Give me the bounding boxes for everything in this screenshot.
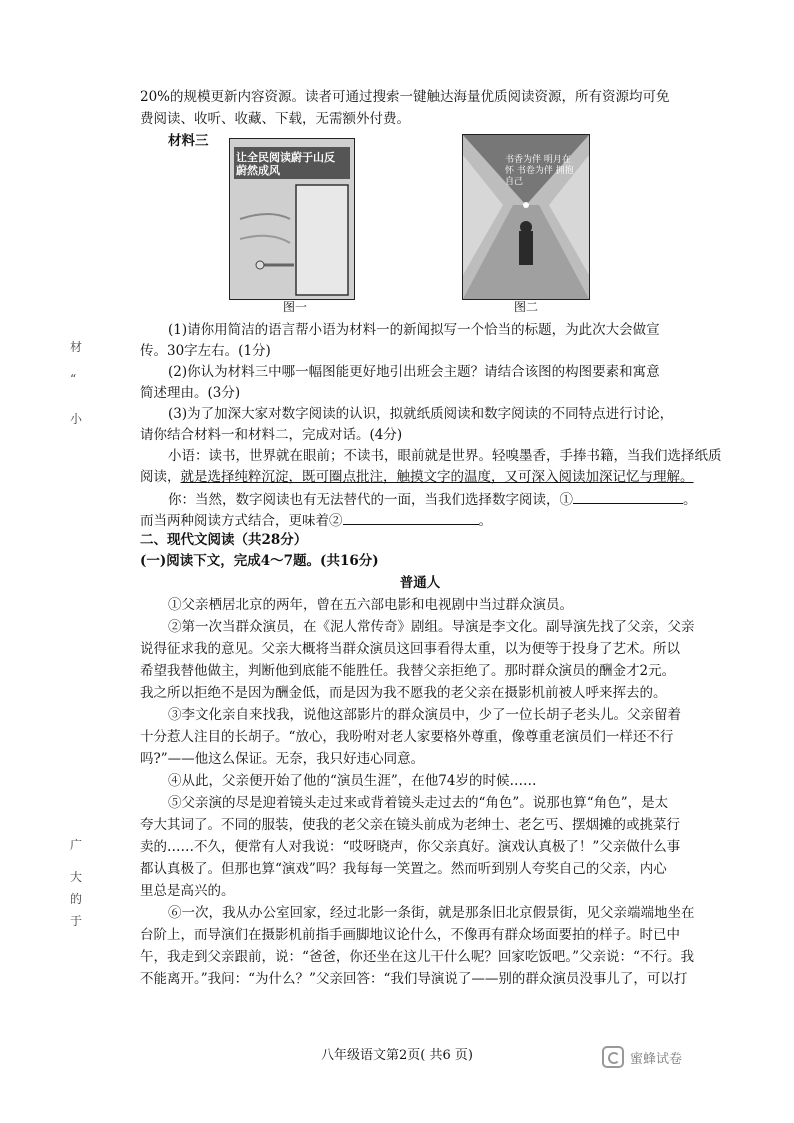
section-2-subtitle: (一)阅读下文，完成4～7题。(共16分) (140, 553, 379, 569)
question-1: (1)请你用简洁的语言帮小语为材料一的新闻拟写一个恰当的标题，为此次大会做宣 (168, 322, 660, 338)
dialogue-you-end-2: 。 (478, 513, 492, 529)
article-title: 普通人 (399, 575, 441, 591)
text-line: 费阅读、收听、收藏、下载，无需额外付费。 (140, 111, 410, 127)
paragraph-3-line: 十分惹人注目的长胡子。“放心，我吩咐对老人家要格外尊重，像尊重老演员们一样还不行 (140, 729, 674, 745)
margin-fragment: 大 (70, 870, 83, 884)
dialogue-xiaoyu-cont (140, 468, 700, 487)
dialogue-you-text-2: 而当两种阅读方式结合，更味着② (140, 513, 343, 529)
paragraph-5-line: 都认真极了。但那也算“演戏”吗？我每每一笑置之。然而听到别人夸奖自己的父亲，内心 (140, 861, 667, 877)
figure-1-caption: 图一 (282, 300, 307, 314)
dialogue-xiaoyu-prefix: 阅读， (140, 469, 181, 485)
paragraph-6-line: 不能离开。”我问：“为什么？”父亲回答：“我们导演说了——别的群众演员没事儿了，可以打 (140, 971, 688, 987)
dialogue-xiaoyu: 小语：读书，世界就在眼前；不读书，眼前就是世界。轻嗅墨香，手捧书籍，当我们选择纸质 (168, 448, 722, 464)
paragraph-2: ②第一次当群众演员，在《泥人常传奇》剧组。导演是李文化。副导演先找了父亲，父亲 (168, 619, 695, 635)
question-1-cont: 传。30字左右。(1分) (140, 343, 271, 359)
figure-2-caption: 图二 (513, 300, 538, 314)
question-3-cont: 请你结合材料一和材料二，完成对话。(4分) (140, 427, 403, 443)
margin-fragment: “ (70, 372, 77, 386)
figure-2-image (462, 134, 590, 300)
paragraph-6-line: 台阶上，而导演们在摄影机前指手画脚地议论什么，不像再有群众场面要拍的样子。时已中 (140, 927, 680, 943)
paragraph-4: ④从此，父亲便开始了他的“演员生涯”，在他74岁的时候…… (168, 773, 537, 789)
dialogue-you-end: 。 (683, 492, 697, 508)
bee-logo-icon (602, 1046, 624, 1068)
page-footer: 八年级语文第2页( 共6 页) (321, 1048, 473, 1063)
dialogue-xiaoyu-underlined: 就是选择纯粹沉淀，既可圈点批注，触摸文字的温度，又可深入阅读加深记忆与理解。 (180, 469, 694, 485)
watermark-text: 蜜蜂试卷 (630, 1051, 683, 1067)
margin-fragment: 于 (70, 914, 83, 928)
figure-1-text: 让全民阅读蔚于山反 蔚然成风 (236, 151, 335, 177)
paragraph-5: ⑤父亲演的尽是迎着镜头走过来或背着镜头走过去的“角色”。说那也算“角色”，是太 (168, 795, 669, 811)
material3-label: 材料三 (168, 133, 209, 149)
paragraph-1: ①父亲栖居北京的两年，曾在五六部电影和电视剧中当过群众演员。 (168, 597, 573, 613)
question-3: (3)为了加深大家对数字阅读的认识，拟就纸质阅读和数字阅读的不同特点进行讨论， (168, 406, 674, 422)
dialogue-you-cont (140, 510, 700, 531)
text-line: 20%的规模更新内容资源。读者可通过搜索一键触达海量优质阅读资源，所有资源均可免 (140, 89, 670, 105)
dialogue-you (168, 489, 728, 510)
paragraph-3: ③李文化亲自来找我，说他这部影片的群众演员中，少了一位长胡子老头儿。父亲留着 (168, 707, 681, 723)
paragraph-3-line: 吗?”——他这么保证。无奈，我只好违心同意。 (140, 751, 425, 767)
paragraph-6-line: 午，我走到父亲跟前，说：“爸爸，你还坐在这儿干什么呢？回家吃饭吧。”父亲说：“不行。我 (140, 949, 694, 965)
paragraph-5-line: 夸大其词了。不同的服装，使我的老父亲在镜头前成为老绅士、老乞丐、摆烟摊的或挑菜行 (140, 817, 680, 833)
paragraph-5-line: 里总是高兴的。 (140, 883, 235, 899)
margin-fragment: 小 (70, 412, 83, 426)
question-2-cont: 简述理由。(3分) (140, 385, 241, 401)
margin-fragment: 的 (70, 892, 83, 906)
margin-fragment: 广 (70, 838, 83, 852)
dialogue-you-text: 你：当然，数字阅读也有无法替代的一面，当我们选择数字阅读，① (168, 492, 573, 508)
paragraph-6: ⑥一次，我从办公室回家，经过北影一条街，就是那条旧北京假景街，见父亲端端地坐在 (168, 905, 695, 921)
paragraph-2-line: 说得征求我的意见。父亲大概将当群众演员这回事看得太重，以为便等于投身了艺术。所以 (140, 641, 680, 657)
answer-blank-1[interactable] (573, 489, 683, 504)
paragraph-2-line: 我之所以拒绝不是因为酬金低，而是因为我不愿我的老父亲在摄影机前被人呼来挥去的。 (140, 685, 667, 701)
answer-blank-2[interactable] (343, 510, 479, 525)
paragraph-2-line: 希望我替他做主，判断他到底能不能胜任。我替父亲拒绝了。那时群众演员的酬金才2元。 (140, 663, 676, 679)
section-2-title: 二、现代文阅读（共28分） (140, 532, 308, 548)
question-2: (2)你认为材料三中哪一幅图能更好地引出班会主题？请结合该图的构图要素和寓意 (168, 364, 660, 380)
paragraph-5-line: 卖的……不久，便常有人对我说：“哎呀晓声，你父亲真好。演戏认真极了！”父亲做什么事 (140, 839, 681, 855)
figure-2-text: 书香为伴 明月在怀 书卷为伴 拥抱自己 (505, 155, 574, 187)
watermark-logo (602, 1046, 682, 1068)
figure-1-image (229, 138, 355, 300)
margin-fragment: 材 (70, 340, 83, 354)
